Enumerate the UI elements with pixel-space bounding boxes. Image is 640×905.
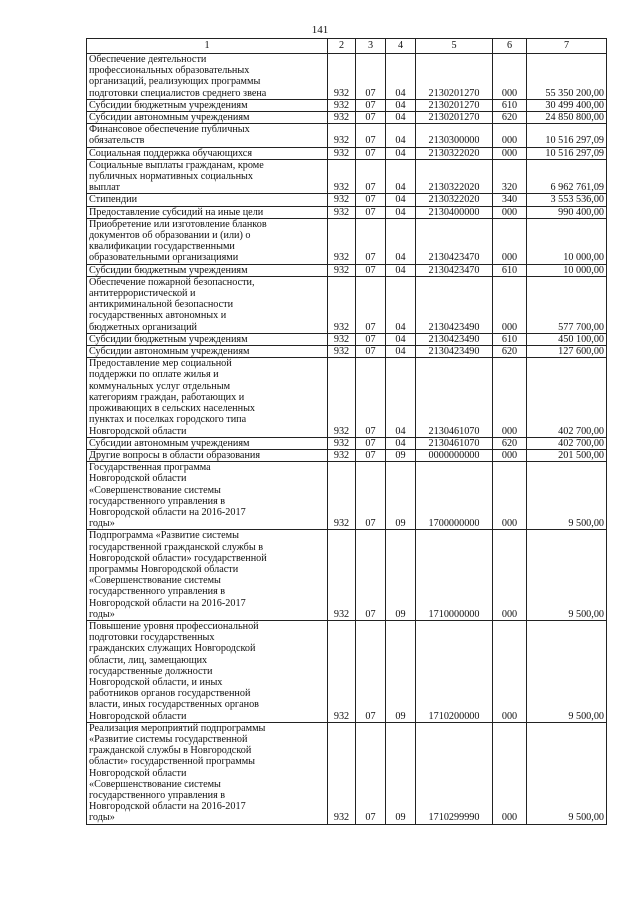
amount-cell: 9 500,00 xyxy=(527,462,607,530)
target-article-code-cell: 2130201270 xyxy=(416,99,493,111)
target-article-code-cell: 1710200000 xyxy=(416,620,493,722)
table-row xyxy=(87,358,607,437)
amount-cell: 402 700,00 xyxy=(527,358,607,437)
subsection-code-cell: 04 xyxy=(386,124,416,147)
subsection-code-cell: 04 xyxy=(386,147,416,159)
amount-cell: 30 499 400,00 xyxy=(527,99,607,111)
expense-name-cell: Обеспечение пожарной безопасности, антитеррористической и антикриминальной безопасности государственных автономных и бюджетных организаций xyxy=(87,276,328,333)
expense-type-code-cell: 000 xyxy=(493,620,527,722)
table-row xyxy=(87,194,607,206)
amount-cell: 577 700,00 xyxy=(527,276,607,333)
amount-cell: 990 400,00 xyxy=(527,206,607,218)
section-code-cell: 07 xyxy=(356,54,386,100)
grbs-code-cell: 932 xyxy=(328,346,356,358)
subsection-code-cell: 04 xyxy=(386,276,416,333)
section-code-cell: 07 xyxy=(356,437,386,449)
expense-type-code-cell: 340 xyxy=(493,194,527,206)
section-code-cell: 07 xyxy=(356,99,386,111)
expense-name-cell: Субсидии автономным учреждениям xyxy=(87,112,328,124)
target-article-code-cell: 2130461070 xyxy=(416,358,493,437)
target-article-code-cell: 2130400000 xyxy=(416,206,493,218)
grbs-code-cell: 932 xyxy=(328,124,356,147)
grbs-code-cell: 932 xyxy=(328,722,356,824)
table-row xyxy=(87,722,607,824)
subsection-code-cell: 09 xyxy=(386,620,416,722)
section-code-cell: 07 xyxy=(356,264,386,276)
grbs-code-cell: 932 xyxy=(328,437,356,449)
target-article-code-cell: 1710299990 xyxy=(416,722,493,824)
amount-cell: 9 500,00 xyxy=(527,620,607,722)
target-article-code-cell: 2130423490 xyxy=(416,333,493,345)
expense-name-cell: Государственная программа Новгородской области «Совершенствование системы государственного управления в Новгородской области на 2016-2017 годы» xyxy=(87,462,328,530)
expense-type-code-cell: 000 xyxy=(493,206,527,218)
expense-type-code-cell: 620 xyxy=(493,346,527,358)
expense-name-cell: Субсидии автономным учреждениям xyxy=(87,437,328,449)
subsection-code-cell: 09 xyxy=(386,462,416,530)
amount-cell: 6 962 761,09 xyxy=(527,159,607,194)
expense-name-cell: Предоставление субсидий на иные цели xyxy=(87,206,328,218)
amount-cell: 9 500,00 xyxy=(527,530,607,621)
section-code-cell: 07 xyxy=(356,206,386,218)
target-article-code-cell: 0000000000 xyxy=(416,449,493,461)
grbs-code-cell: 932 xyxy=(328,449,356,461)
table-body xyxy=(87,54,607,825)
header-cell: 1 xyxy=(87,39,328,54)
table-row xyxy=(87,333,607,345)
table-row xyxy=(87,346,607,358)
expense-type-code-cell: 000 xyxy=(493,449,527,461)
section-code-cell: 07 xyxy=(356,194,386,206)
section-code-cell: 07 xyxy=(356,358,386,437)
target-article-code-cell: 2130322020 xyxy=(416,194,493,206)
section-code-cell: 07 xyxy=(356,147,386,159)
target-article-code-cell: 2130423470 xyxy=(416,264,493,276)
subsection-code-cell: 04 xyxy=(386,437,416,449)
grbs-code-cell: 932 xyxy=(328,530,356,621)
target-article-code-cell: 2130423470 xyxy=(416,218,493,264)
table-row xyxy=(87,124,607,147)
expense-type-code-cell: 000 xyxy=(493,124,527,147)
expense-name-cell: Другие вопросы в области образования xyxy=(87,449,328,461)
section-code-cell: 07 xyxy=(356,333,386,345)
subsection-code-cell: 04 xyxy=(386,218,416,264)
section-code-cell: 07 xyxy=(356,530,386,621)
expense-name-cell: Обеспечение деятельности профессиональных образовательных организаций, реализующих программы подготовки специалистов среднего звена xyxy=(87,54,328,100)
expense-type-code-cell: 320 xyxy=(493,159,527,194)
table-row xyxy=(87,54,607,100)
amount-cell: 10 516 297,09 xyxy=(527,147,607,159)
amount-cell: 3 553 536,00 xyxy=(527,194,607,206)
target-article-code-cell: 2130322020 xyxy=(416,147,493,159)
amount-cell: 402 700,00 xyxy=(527,437,607,449)
table-row xyxy=(87,218,607,264)
target-article-code-cell: 2130300000 xyxy=(416,124,493,147)
expense-name-cell: Повышение уровня профессиональной подготовки государственных гражданских служащих Новгородской области, лиц, замещающих государственные должности Новгородской области, и иных работников органов государственной власти, иных государственных органов Новгородской области xyxy=(87,620,328,722)
section-code-cell: 07 xyxy=(356,462,386,530)
section-code-cell: 07 xyxy=(356,124,386,147)
expense-name-cell: Субсидии бюджетным учреждениям xyxy=(87,333,328,345)
target-article-code-cell: 1700000000 xyxy=(416,462,493,530)
subsection-code-cell: 04 xyxy=(386,206,416,218)
table-row xyxy=(87,437,607,449)
target-article-code-cell: 2130423490 xyxy=(416,346,493,358)
amount-cell: 127 600,00 xyxy=(527,346,607,358)
expense-type-code-cell: 000 xyxy=(493,218,527,264)
amount-cell: 10 516 297,09 xyxy=(527,124,607,147)
target-article-code-cell: 2130201270 xyxy=(416,54,493,100)
table-row xyxy=(87,276,607,333)
grbs-code-cell: 932 xyxy=(328,264,356,276)
grbs-code-cell: 932 xyxy=(328,54,356,100)
header-cell: 5 xyxy=(416,39,493,54)
budget-table xyxy=(86,38,607,825)
subsection-code-cell: 09 xyxy=(386,449,416,461)
grbs-code-cell: 932 xyxy=(328,147,356,159)
header-cell: 7 xyxy=(527,39,607,54)
subsection-code-cell: 04 xyxy=(386,264,416,276)
header-cell: 3 xyxy=(356,39,386,54)
subsection-code-cell: 09 xyxy=(386,722,416,824)
expense-type-code-cell: 620 xyxy=(493,112,527,124)
expense-name-cell: Стипендии xyxy=(87,194,328,206)
expense-type-code-cell: 000 xyxy=(493,462,527,530)
section-code-cell: 07 xyxy=(356,112,386,124)
subsection-code-cell: 04 xyxy=(386,112,416,124)
section-code-cell: 07 xyxy=(356,346,386,358)
grbs-code-cell: 932 xyxy=(328,99,356,111)
section-code-cell: 07 xyxy=(356,218,386,264)
table-row xyxy=(87,449,607,461)
table-row xyxy=(87,530,607,621)
expense-type-code-cell: 000 xyxy=(493,54,527,100)
expense-type-code-cell: 000 xyxy=(493,722,527,824)
subsection-code-cell: 04 xyxy=(386,333,416,345)
expense-name-cell: Субсидии автономным учреждениям xyxy=(87,346,328,358)
section-code-cell: 07 xyxy=(356,722,386,824)
amount-cell: 10 000,00 xyxy=(527,218,607,264)
target-article-code-cell: 2130322020 xyxy=(416,159,493,194)
target-article-code-cell: 2130201270 xyxy=(416,112,493,124)
section-code-cell: 07 xyxy=(356,159,386,194)
table-row xyxy=(87,620,607,722)
subsection-code-cell: 04 xyxy=(386,194,416,206)
header-cell: 4 xyxy=(386,39,416,54)
expense-type-code-cell: 610 xyxy=(493,333,527,345)
subsection-code-cell: 04 xyxy=(386,346,416,358)
target-article-code-cell: 2130423490 xyxy=(416,276,493,333)
table-row xyxy=(87,264,607,276)
grbs-code-cell: 932 xyxy=(328,159,356,194)
amount-cell: 201 500,00 xyxy=(527,449,607,461)
header-row xyxy=(87,39,607,54)
header-cell: 2 xyxy=(328,39,356,54)
expense-name-cell: Реализация мероприятий подпрограммы «Развитие системы государственной гражданской службы в Новгородской области» государственной программы Новгородской области «Совершенствование системы государственного управления в Новгородской области на 2016-2017 годы» xyxy=(87,722,328,824)
target-article-code-cell: 2130461070 xyxy=(416,437,493,449)
expense-type-code-cell: 000 xyxy=(493,530,527,621)
amount-cell: 9 500,00 xyxy=(527,722,607,824)
section-code-cell: 07 xyxy=(356,449,386,461)
subsection-code-cell: 09 xyxy=(386,530,416,621)
expense-name-cell: Субсидии бюджетным учреждениям xyxy=(87,264,328,276)
amount-cell: 450 100,00 xyxy=(527,333,607,345)
expense-name-cell: Социальные выплаты гражданам, кроме публичных нормативных социальных выплат xyxy=(87,159,328,194)
table-row xyxy=(87,206,607,218)
table-row xyxy=(87,112,607,124)
table-row xyxy=(87,99,607,111)
expense-type-code-cell: 620 xyxy=(493,437,527,449)
expense-name-cell: Финансовое обеспечение публичных обязательств xyxy=(87,124,328,147)
expense-type-code-cell: 000 xyxy=(493,147,527,159)
table-row xyxy=(87,147,607,159)
grbs-code-cell: 932 xyxy=(328,462,356,530)
grbs-code-cell: 932 xyxy=(328,112,356,124)
page-number: 141 xyxy=(311,24,329,36)
amount-cell: 55 350 200,00 xyxy=(527,54,607,100)
expense-name-cell: Приобретение или изготовление бланков документов об образовании и (или) о квалификации государственными образовательными организациями xyxy=(87,218,328,264)
subsection-code-cell: 04 xyxy=(386,358,416,437)
subsection-code-cell: 04 xyxy=(386,99,416,111)
grbs-code-cell: 932 xyxy=(328,333,356,345)
grbs-code-cell: 932 xyxy=(328,194,356,206)
table-row xyxy=(87,159,607,194)
subsection-code-cell: 04 xyxy=(386,159,416,194)
expense-name-cell: Субсидии бюджетным учреждениям xyxy=(87,99,328,111)
table-row xyxy=(87,462,607,530)
target-article-code-cell: 1710000000 xyxy=(416,530,493,621)
expense-name-cell: Подпрограмма «Развитие системы государственной гражданской службы в Новгородской области» государственной программы Новгородской области «Совершенствование системы государственного управления в Новгородской области на 2016-2017 годы» xyxy=(87,530,328,621)
grbs-code-cell: 932 xyxy=(328,218,356,264)
expense-name-cell: Предоставление мер социальной поддержки по оплате жилья и коммунальных услуг отдельным категориям граждан, работающих и проживающих в сельских населенных пунктах и поселках городского типа Новгородской области xyxy=(87,358,328,437)
amount-cell: 10 000,00 xyxy=(527,264,607,276)
amount-cell: 24 850 800,00 xyxy=(527,112,607,124)
subsection-code-cell: 04 xyxy=(386,54,416,100)
grbs-code-cell: 932 xyxy=(328,358,356,437)
grbs-code-cell: 932 xyxy=(328,620,356,722)
section-code-cell: 07 xyxy=(356,276,386,333)
expense-name-cell: Социальная поддержка обучающихся xyxy=(87,147,328,159)
expense-type-code-cell: 000 xyxy=(493,358,527,437)
expense-type-code-cell: 000 xyxy=(493,276,527,333)
grbs-code-cell: 932 xyxy=(328,276,356,333)
expense-type-code-cell: 610 xyxy=(493,264,527,276)
grbs-code-cell: 932 xyxy=(328,206,356,218)
header-cell: 6 xyxy=(493,39,527,54)
section-code-cell: 07 xyxy=(356,620,386,722)
expense-type-code-cell: 610 xyxy=(493,99,527,111)
